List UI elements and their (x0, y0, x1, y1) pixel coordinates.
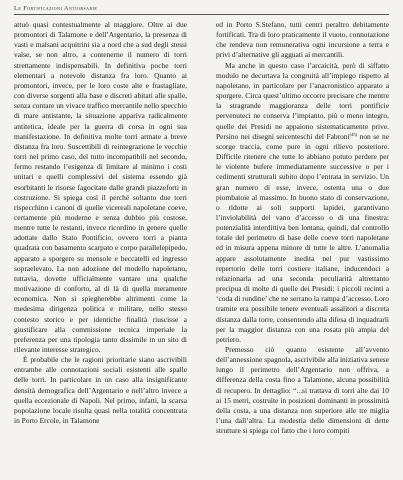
header-rule (14, 14, 389, 15)
paragraph-text: non se ne scorge traccia, come pure in ogni rilievo posteriore. Difficile ritenere che tutte lo abbiano potuto perdere per le violente bufere immediatamente successive o per i cedimenti strutturali subito dopo l’entrata in servizio. Un gran numero di esse, invece, ostenta una o due piombatoie al massimo. In buono stato di conservazione, o ridotte ai soli supporti lapidei, garantivano l’inviolabilità del vano d’accesso o di una finestra: potenzialità interdittiva ben lontana, quindi, dal controllo totale del perimetro di base delle coeve torri napoletane ed in misura appena minore di tutte le altre. L’anomalia appare assolutamente inedita nel pur vastissimo repertorio delle torri costiere italiane, inducendoci a relazionarla ad una seconda peculiarità altrettanto precipua di molte di quelle dei Presidi: i piccoli recinti a ‘coda di rondine’ che ne serrano la rampa d’accesso. Loro tramite era possibile tenere eventuali assalitori a discreta distanza dalla torre, consentendo alla difesa di inquadrarli per la maggior distanza con una rosata più ampia del petriero. (216, 131, 390, 344)
footnote-reference: (45) (349, 131, 358, 137)
left-column (14, 20, 187, 426)
paragraph: Premesso ciò quanto esistente all’avvento dell’annessione spagnola, ascrivibile alla iniziativa senese lungo il perimetro dell’Argentario non offriva, a differenza della costa fino a Talamone, alcuna possibilità di recupero. In dettaglio: “...si trattava di torri alte dai 10 ai 15 metri, costruite in posizioni dominanti in prossimità della costa, a una distanza non superiore alle tre miglia l’una dall’altra. La modestia delle dimensioni di dette strutture si spiega col fatto che i loro compiti (216, 345, 389, 436)
running-head: Le Fortificazioni Antiorsarie (14, 5, 98, 12)
paragraph (216, 61, 389, 345)
paragraph: ed in Porto S.Stefano, tutti centri peraltro debitamente fortificati. Tra di loro praticamente il vuoto, connotazione che rendeva non remunerativa ogni incursione a terra e privi d’alternative gli agguati ai mercantili. (216, 20, 389, 60)
right-column (216, 20, 389, 436)
paragraph: attuò quasi contestualmente al maggiore. Oltre ai due promontori di Talamone e dell’Argentario, la presenza di vasti e malsani acquitrini sia a nord che a sud degli stessi valse, se non altro, a contenerne il numero di torri strettamente indispensabili. In definitiva poche torri elementari a notevole distanza fra loro. Quanto ai promontori, invece, per le loro coste alte e frastagliate, con diverse sorgenti alla base e discreti abitati alle spalle, senza contare un vivace traffico mercantile nello specchio di mare antistante, la situazione apparìva radicalmente antitetica, ideale per la guerra di corsa in ogni sua manifestazione. In definitiva molte torri armate a breve distanza fra loro. Suscettibili di reintegrazione le vecchie torri nel primo caso, del tutto incompatibili nel secondo, fermo restando l’esigenza di limitare al minimo i costi unitari e quelli complessivi del sistema essendo già esorbitanti le risorse fagocitate dalle grandi piazzeforti in costruzione. Si spiega così il perché soltanto due torri rispecchino i canoni di quelle vicereali napoletane coeve, certamente più moderne e senza dubbio più costose, mentre tutte le restanti, invece ricordino in genere quelle adottate dallo Stato Pontificio, ovvero torri a pianta quadrata con basamento scarpato e corpo parallelepipedo, apparato a sporgere su mensole e beccatelli ed ingresso sopraelevato. La non adozione del modello napoletano, tuttavia, dovette ufficialmente vantare una qualche motivazione di conforto, al di là di quella meramente economica. Non si spiegherebbe altrimenti come la medesima dirigenza politica e militare, nello stesso contesto storico e per identiche finalità riuscisse a giustificare alla commissione tecnica imperiale la preferenza per una tipologia tanto dissimile in un sito di rilevante interesse strategico. (14, 20, 187, 354)
paragraph: È probabile che le ragioni prioritarie siano ascrivibili entrambe alle connotazioni sociali esistenti alle spalle delle torri. In particolare in un caso alla insignificante densità demografica dell’Argentario e nell’altro invece a quella eccezionale di Napoli. Nel primo, infatti, la scarsa popolazione locale risulta quasi nella totalità concentrata in Porto Ercole, in Talamone (14, 355, 187, 426)
paragraph-text: Ma anche in questo caso l’arcaicità, però di siffatto modulo ne decurtava la congruità all’impiego rispetto al napoletano, in particolare per l’anacronistico apparato a sporgere. Circa quest’ultimo occorre precisare che mentre la stragrande maggioranza delle torri pontificie pervenuteci ne conserva l’impianto, più o meno integro, quelle dei Presidi ne appaiono sistematicamente prive. Persino nei disegni seicenteschi del Fabroni (216, 60, 389, 141)
